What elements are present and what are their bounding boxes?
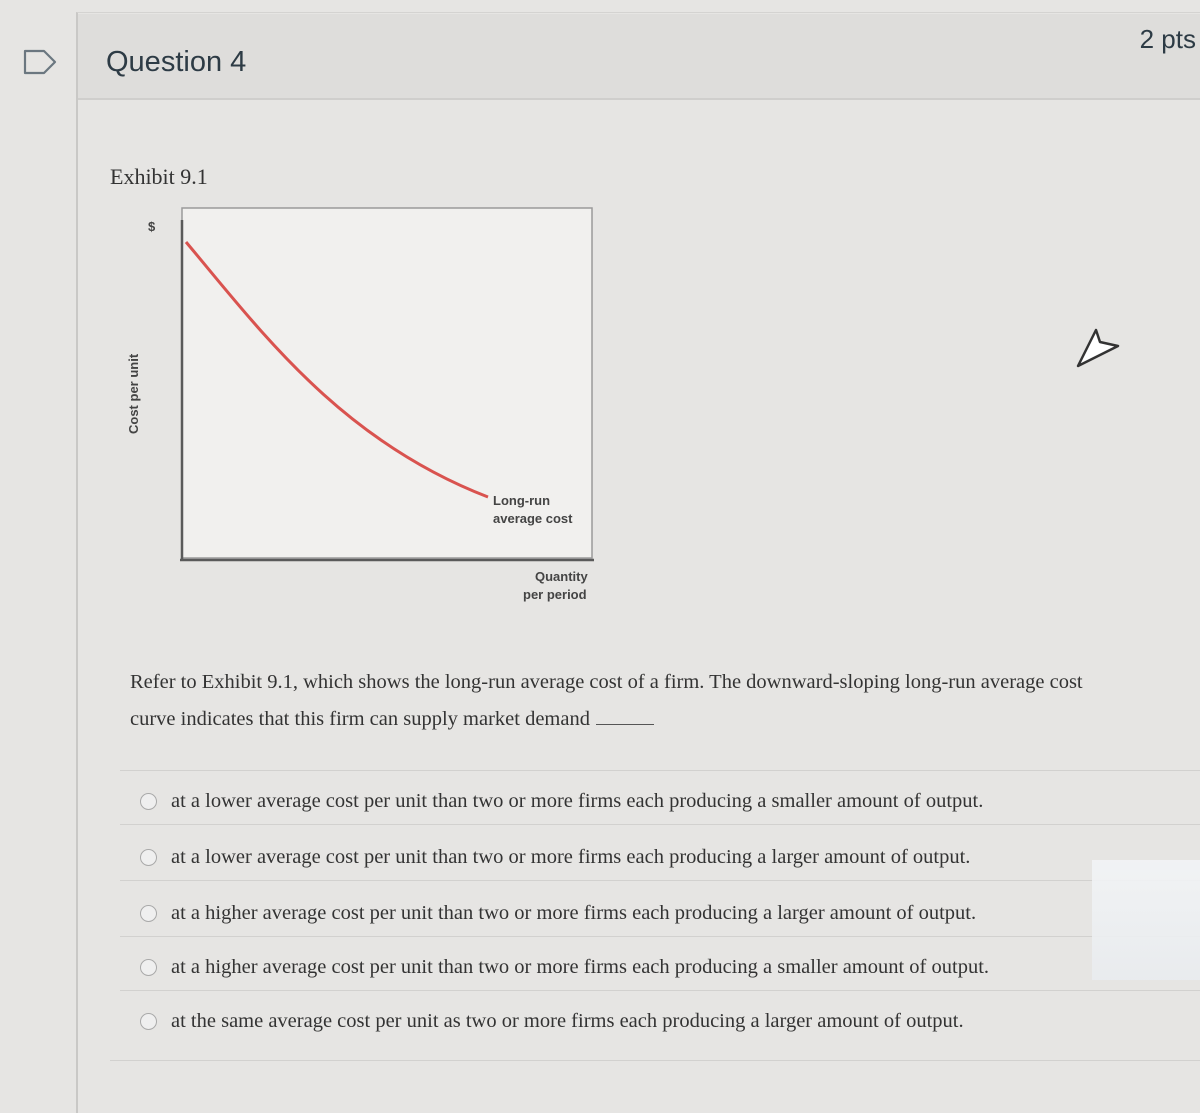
radio-button[interactable] [140, 959, 157, 976]
series-label-line2: average cost [493, 511, 573, 526]
radio-button[interactable] [140, 1013, 157, 1030]
radio-button[interactable] [140, 793, 157, 810]
divider [120, 824, 1200, 825]
prompt-line-1: Refer to Exhibit 9.1, which shows the long-run average cost of a firm. The downward-sloping long-run average cost [130, 671, 1083, 693]
question-header [78, 14, 1200, 100]
y-axis-symbol: $ [148, 219, 156, 234]
answer-label: at a higher average cost per unit than two or more firms each producing a larger amount of output. [171, 901, 977, 924]
answer-option-3[interactable] [140, 896, 976, 930]
divider [110, 1060, 1200, 1061]
points-label: 2 pts [1139, 24, 1196, 54]
divider [120, 990, 1200, 991]
question-title: Question 4 [106, 46, 247, 78]
exhibit-label: Exhibit 9.1 [110, 164, 208, 189]
answer-label: at a lower average cost per unit than two or more firms each producing a smaller amount of output. [171, 789, 984, 812]
answer-option-2[interactable] [140, 840, 970, 874]
answer-option-1[interactable] [140, 784, 983, 818]
answer-blank [596, 708, 654, 725]
answer-label: at a lower average cost per unit than two or more firms each producing a larger amount of output. [171, 845, 971, 868]
radio-button[interactable] [140, 849, 157, 866]
divider [120, 936, 1200, 937]
radio-button[interactable] [140, 905, 157, 922]
mouse-cursor-icon [1074, 326, 1122, 368]
exhibit-chart [110, 200, 610, 620]
flag-question-icon[interactable] [22, 48, 58, 76]
answer-label: at the same average cost per unit as two or more firms each producing a larger amount of output. [171, 1009, 964, 1032]
divider [120, 770, 1200, 771]
y-axis-label: Cost per unit [126, 353, 141, 434]
divider [120, 880, 1200, 881]
series-label-line1: Long-run [493, 493, 551, 508]
question-prompt [130, 664, 1170, 738]
answer-option-5[interactable] [140, 1004, 964, 1038]
answer-option-4[interactable] [140, 950, 989, 984]
answer-label: at a higher average cost per unit than two or more firms each producing a smaller amount of output. [171, 955, 990, 978]
x-axis-label-line1: Quantity [535, 569, 588, 584]
screen-glare [1092, 860, 1200, 980]
x-axis-label-line2: per period [523, 587, 587, 602]
prompt-line-2: curve indicates that this firm can supply market demand [130, 708, 590, 730]
